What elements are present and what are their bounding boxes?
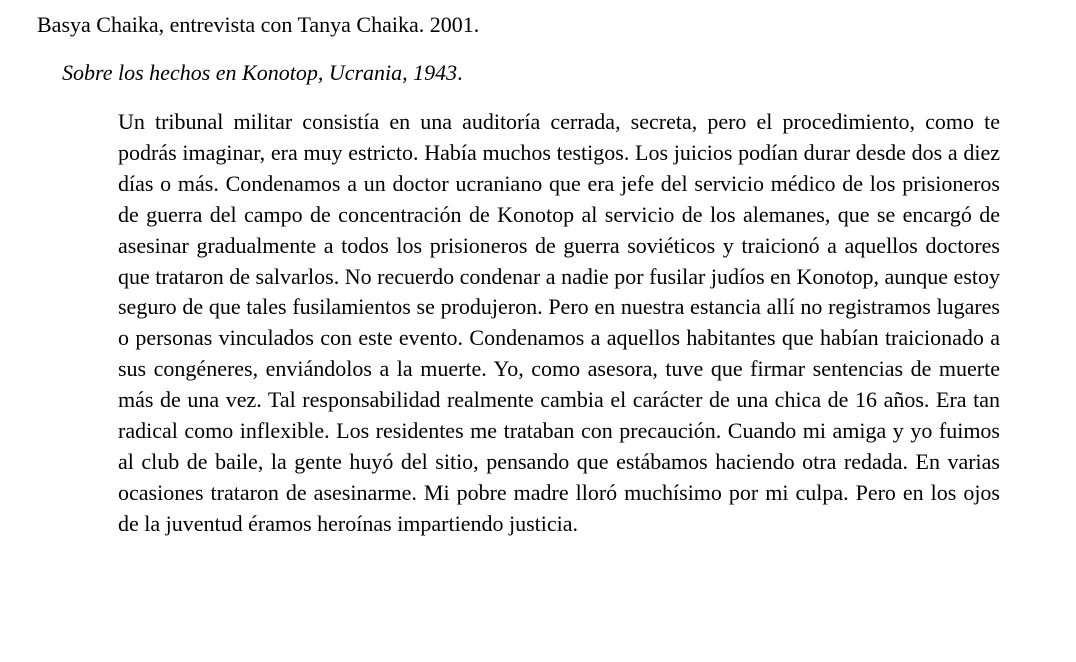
- subtitle: [62, 58, 463, 88]
- interview-quote: Un tribunal militar consistía en una auditoría cerrada, secreta, pero el procedimiento, como te podrás imaginar, era muy estricto. Había muchos testigos. Los juicios podían durar desde dos a diez días o más. Condenamos a un doctor ucraniano que era jefe del servicio médico de los prisioneros de guerra del campo de concentración de Konotop al servicio de los alemanes, que se encargó de asesinar gradualmente a todos los prisioneros de guerra soviéticos y traicionó a aquellos doctores que trataron de salvarlos. No recuerdo condenar a nadie por fusilar judíos en Konotop, aunque estoy seguro de que tales fusilamientos se produjeron. Pero en nuestra estancia allí no registramos lugares o personas vinculados con este evento. Condenamos a aquellos habitantes que habían traicionado a sus congéneres, enviándolos a la muerte. Yo, como asesora, tuve que firmar sentencias de muerte más de una vez. Tal responsabilidad realmente cambia el carácter de una chica de 16 años. Era tan radical como inflexible. Los residentes me trataban con precaución. Cuando mi amiga y yo fuimos al club de baile, la gente huyó del sitio, pensando que estábamos haciendo otra redada. En varias ocasiones trataron de asesinarme. Mi pobre madre lloró muchísimo por mi culpa. Pero en los ojos de la juventud éramos heroínas impartiendo justicia.: [118, 109, 1000, 536]
- source-citation: Basya Chaika, entrevista con Tanya Chaika. 2001.: [37, 12, 480, 37]
- subtitle-text: Sobre los hechos en Konotop, Ucrania, 1943: [62, 60, 458, 85]
- subtitle-period: .: [457, 60, 463, 85]
